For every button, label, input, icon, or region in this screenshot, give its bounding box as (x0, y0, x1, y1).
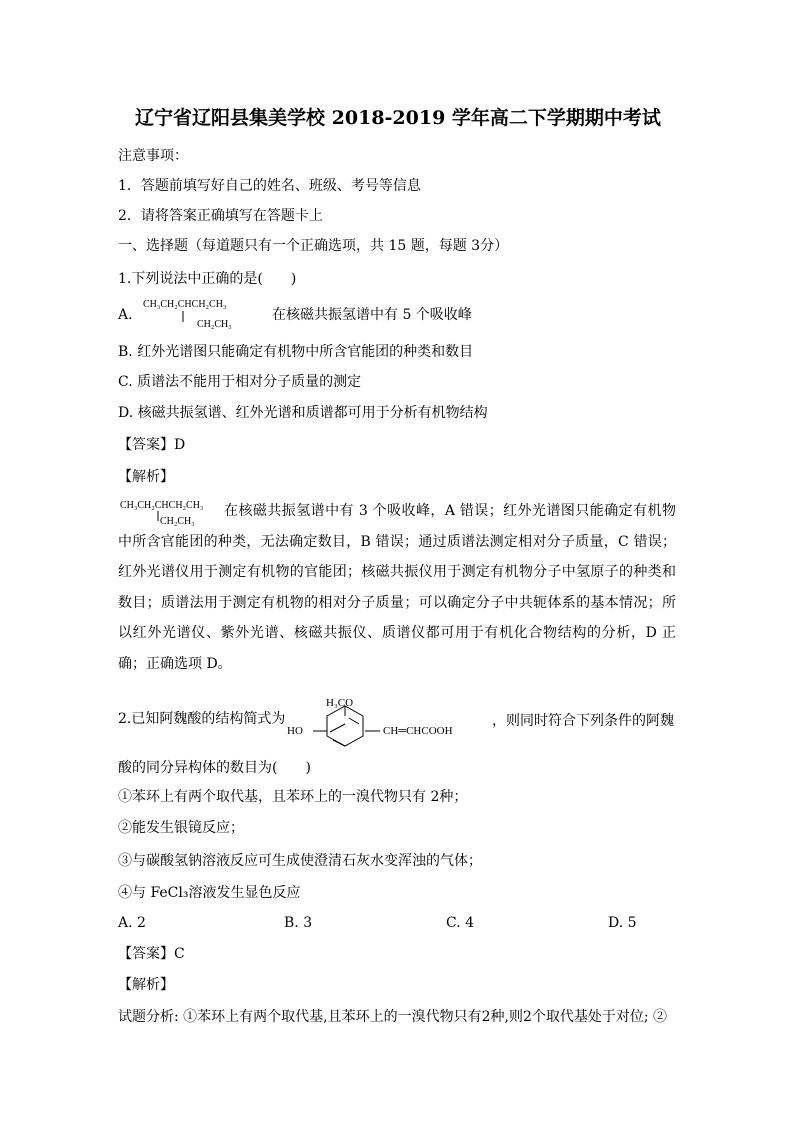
q1-stem: 1.下列说法中正确的是( ) (118, 271, 297, 287)
q2-analysis-text: 试题分析: ①苯环上有两个取代基,且苯环上的一溴代物只有2种,则2个取代基处于对位; ② (118, 1009, 668, 1025)
page-title: 辽宁省辽阳县集美学校 2018-2019 学年高二下学期期中考试 (135, 107, 661, 129)
q2-condition-2: ②能发生银镜反应； (118, 820, 244, 836)
structure-hydroxy-label: HO (287, 725, 303, 737)
q1-formula-bond (180, 311, 186, 322)
structure-side-chain-label: CH═CHCOOH (383, 725, 453, 737)
q1-option-b: B. 红外光谱图只能确定有机物中所含官能团的种类和数目 (118, 344, 474, 360)
q1-option-d: D. 核磁共振氢谱、红外光谱和质谱都可用于分析有机物结构 (118, 405, 488, 421)
q2-stem-part2: ，则同时符合下列条件的阿魏 (492, 713, 674, 729)
q2-analysis-heading: 【解析】 (118, 977, 174, 993)
notice-item-1: 1．答题前填写好自己的姓名、班级、考号等信息 (118, 178, 421, 194)
q2-option-a: A. 2 (118, 915, 146, 931)
q1-analysis-formula-main: CH₃CH₂CHCH₂CH₃ (120, 500, 204, 511)
q2-option-d: D. 5 (608, 915, 637, 931)
q2-condition-3: ③与碳酸氢钠溶液反应可生成使澄清石灰水变浑浊的气体； (118, 853, 482, 869)
q1-option-a-formula-branch: CH₂CH₃ (197, 319, 232, 330)
q2-stem-part1: 2.已知阿魏酸的结构简式为 (118, 711, 286, 727)
notice-item-2: 2．请将答案正确填写在答题卡上 (118, 208, 323, 224)
q1-analysis-text: 在核磁共振氢谱中有 3 个吸收峰，A 错误；红外光谱图只能确定有机物中所含官能团的种类，无法确定数目，B 错误；通过质谱法测定相对分子质量，C 错误；红外光谱仪用于测定有机物的官能团；核磁共振仪用于测定有机物分子中氢原子的种类和数目；质谱法用于测定有机物的相对分子质量；可以确定分子中共轭体系的基本情况；所以红外光谱仪、紫外光谱、核磁共振仪、质谱仪都可用于有机化合物结构的分析，D 正确；正确选项 D。 (118, 503, 676, 672)
q2-option-b: B. 3 (284, 915, 313, 931)
q1-option-a-text: 在核磁共振氢谱中有 5 个吸收峰 (272, 307, 472, 323)
q1-option-a-formula-main: CH₃CH₂CHCH₂CH₃ (143, 299, 227, 310)
q1-analysis-heading: 【解析】 (118, 469, 174, 485)
q2-option-c: C. 4 (446, 915, 475, 931)
q2-stem-line2: 酸的同分异构体的数目为( ) (118, 760, 311, 776)
q2-answer: 【答案】C (118, 946, 185, 962)
ferulic-acid-structure (285, 690, 490, 750)
q1-analysis-formula-branch: CH₂CH₃ (160, 516, 195, 527)
q2-condition-1: ①苯环上有两个取代基，且苯环上的一溴代物只有 2种； (118, 789, 468, 805)
q2-condition-4: ④与 FeCl₃溶液发生显色反应 (118, 885, 301, 901)
q1-option-a-label: A. (118, 307, 133, 323)
q1-option-c: C. 质谱法不能用于相对分子质量的测定 (118, 374, 362, 390)
structure-methoxy-label: H₃CO (326, 697, 354, 709)
q1-answer: 【答案】D (118, 437, 186, 453)
section-heading: 一、选择题（每道题只有一个正确选项，共 15 题，每题 3分） (118, 238, 509, 254)
notice-heading: 注意事项： (118, 148, 188, 164)
